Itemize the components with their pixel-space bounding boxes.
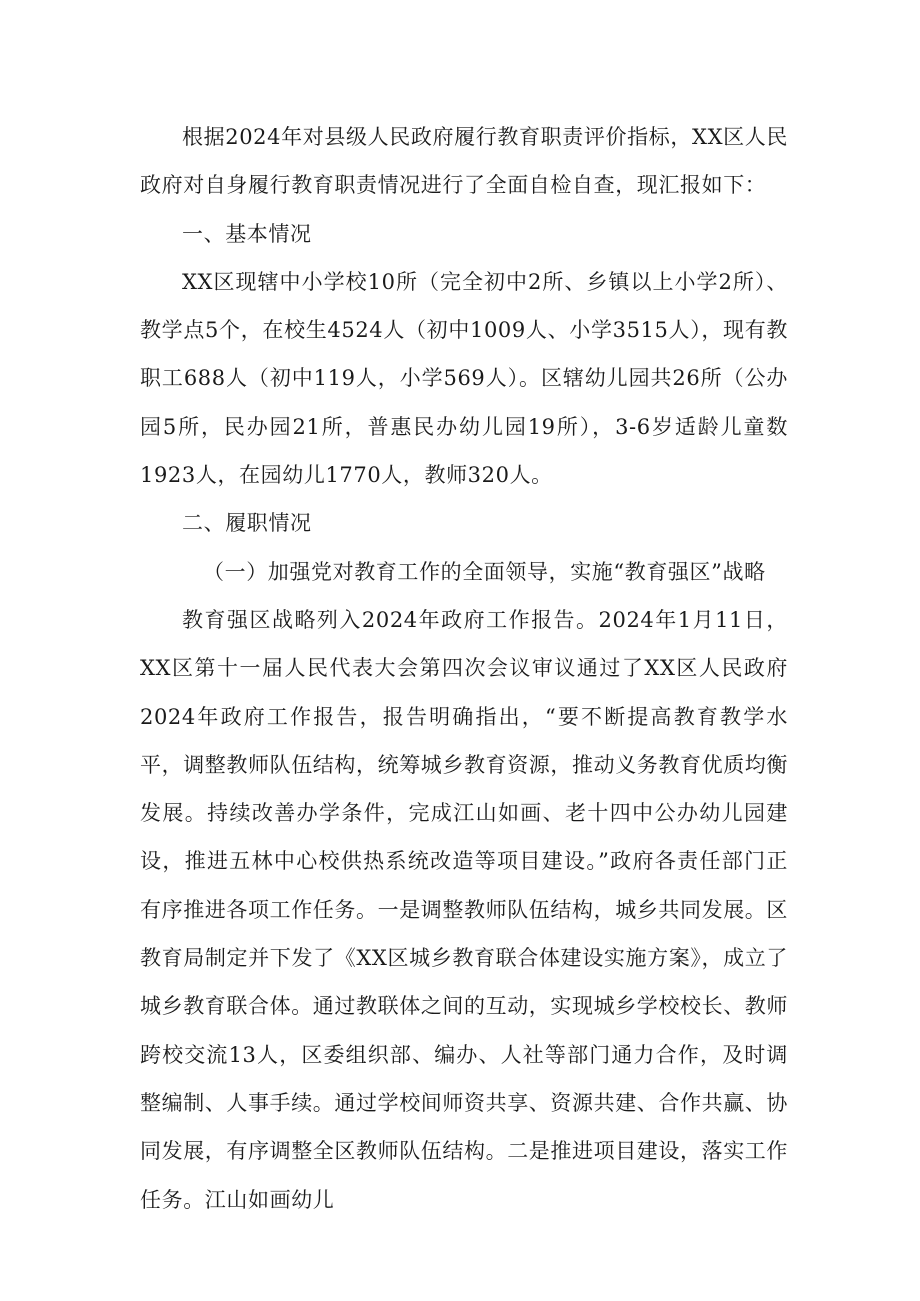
document-body xyxy=(140,113,788,1224)
performance-paragraph: 教育强区战略列入2024年政府工作报告。2024年1月11日，XX区第十一届人民代表大会第四次会议审议通过了XX区人民政府2024年政府工作报告，报告明确指出，“要不断提高教育教学水平，调整教师队伍结构，统筹城乡教育资源，推动义务教育优质均衡发展。持续改善办学条件，完成江山如画、老十四中公办幼儿园建设，推进五林中心校供热系统改造等项目建设。”政府各责任部门正有序推进各项工作任务。一是调整教师队伍结构，城乡共同发展。区教育局制定并下发了《XX区城乡教育联合体建设实施方案》，成立了城乡教育联合体。通过教联体之间的互动，实现城乡学校校长、教师跨校交流13人，区委组织部、编办、人社等部门通力合作，及时调整编制、人事手续。通过学校间师资共享、资源共建、合作共赢、协同发展，有序调整全区教师队伍结构。二是推进项目建设，落实工作任务。江山如画幼儿 xyxy=(140,607,788,1212)
subsection-heading-leadership: （一）加强党对教育工作的全面领导，实施“教育强区”战略 xyxy=(203,559,766,584)
section-heading-basic: 一、基本情况 xyxy=(182,221,312,246)
section-heading-performance: 二、履职情况 xyxy=(182,511,312,536)
intro-paragraph: 根据2024年对县级人民政府履行教育职责评价指标，XX区人民政府对自身履行教育职责情况进行了全面自检自查，现汇报如下： xyxy=(140,125,788,198)
basic-info-paragraph: XX区现辖中小学校10所（完全初中2所、乡镇以上小学2所）、教学点5个，在校生4524人（初中1009人、小学3515人），现有教职工688人（初中119人，小学569人）。区辖幼儿园共26所（公办园5所，民办园21所，普惠民办幼儿园19所），3-6岁适龄儿童数1923人，在园幼儿1770人，教师320人。 xyxy=(140,269,788,488)
